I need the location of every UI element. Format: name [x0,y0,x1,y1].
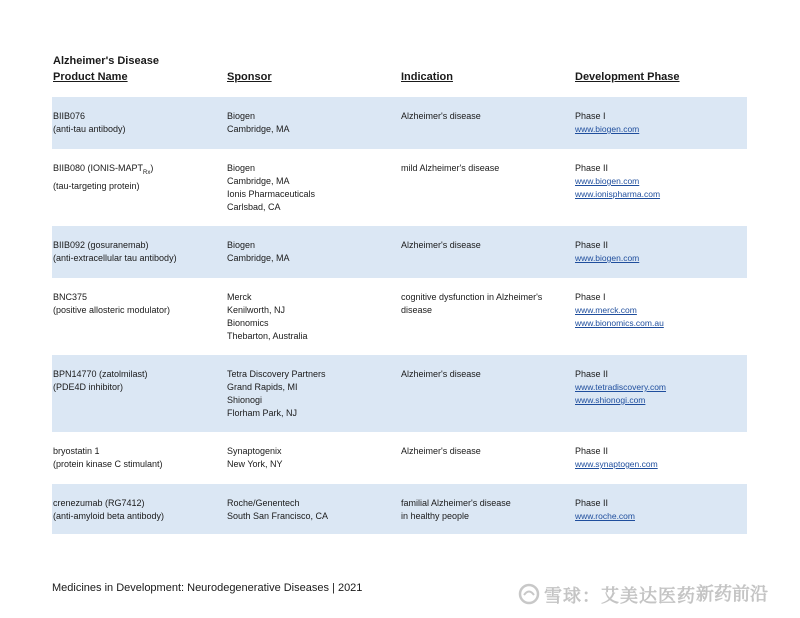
product-description: (tau-targeting protein) [53,180,140,191]
sponsor-cell [227,162,397,214]
indication-text: Alzheimer's disease [401,369,481,379]
product-name: bryostatin 1 [53,446,100,456]
header-development-phase: Development Phase [575,71,680,83]
product-name: crenezumab (RG7412) [53,498,145,508]
sponsor-website-link[interactable]: www.tetradiscovery.com [575,382,667,392]
product-cell [53,110,223,136]
section-title: Alzheimer's Disease [53,55,159,67]
sponsor-website-link[interactable]: www.biogen.com [575,176,640,186]
product-name: BIIB092 (gosuranemab) [53,240,149,250]
indication-cell [401,291,559,317]
table-row [52,278,747,355]
sponsor-website-link[interactable]: www.biogen.com [575,124,640,134]
indication-cell [401,368,571,381]
sponsor-location: Carlsbad, CA [227,202,281,212]
product-cell [53,368,223,394]
snowball-logo-icon [518,583,540,605]
sponsor-location: Cambridge, MA [227,176,290,186]
phase-cell [575,291,745,330]
indication-cell [401,445,571,458]
indication-cell [401,110,571,123]
indication-text: mild Alzheimer's disease [401,163,500,173]
indication-text: cognitive dysfunction in Alzheimer's disease [401,292,543,315]
indication-cell [401,239,571,252]
sponsor-name: Tetra Discovery Partners [227,369,326,379]
phase-label: Phase II [575,369,609,379]
table-row [52,226,747,278]
phase-label: Phase I [575,292,606,302]
product-description: (positive allosteric modulator) [53,305,171,315]
phase-cell [575,368,745,407]
phase-label: Phase II [575,498,609,508]
phase-cell [575,445,745,471]
sponsor-website-link[interactable]: www.ionispharma.com [575,189,661,199]
table-row [52,484,747,534]
product-cell [53,162,223,193]
sponsor-website-link[interactable]: www.merck.com [575,305,637,315]
document-footer: Medicines in Development: Neurodegenerative Diseases | 2021 [52,582,363,594]
sponsor-cell [227,110,397,136]
table-row [52,97,747,149]
sponsor-location: Thebarton, Australia [227,331,308,341]
watermark [518,578,798,608]
product-name: BIIB076 [53,111,86,121]
sponsor-website-link[interactable]: www.bionomics.com.au [575,318,664,328]
sponsor-cell [227,291,397,343]
product-description: (anti-tau antibody) [53,124,126,134]
indication-cell [401,497,571,523]
phase-cell [575,239,745,265]
product-description: (PDE4D inhibitor) [53,382,124,392]
sponsor-name: Biogen [227,111,256,121]
sponsor-cell [227,239,397,265]
phase-label: Phase II [575,446,609,456]
sponsor-location: Florham Park, NJ [227,408,298,418]
sponsor-location: Kenilworth, NJ [227,305,286,315]
product-name: BNC375 [53,292,88,302]
sponsor-location: Cambridge, MA [227,124,290,134]
sponsor-website-link[interactable]: www.biogen.com [575,253,640,263]
table-row [52,149,747,226]
product-cell [53,239,223,265]
sponsor-cell [227,368,397,420]
product-cell [53,497,223,523]
sponsor-name: Biogen [227,240,256,250]
table-row [52,355,747,432]
product-cell [53,445,223,471]
sponsor-location: South San Francisco, CA [227,511,329,521]
phase-label: Phase I [575,111,606,121]
product-description: (anti-extracellular tau antibody) [53,253,177,263]
sponsor-name: Ionis Pharmaceuticals [227,189,316,199]
sponsor-location: New York, NY [227,459,283,469]
sponsor-website-link[interactable]: www.synaptogen.com [575,459,658,469]
indication-text: Alzheimer's disease [401,111,481,121]
product-name: BPN14770 (zatolmilast) [53,369,148,379]
indication-cell [401,162,571,175]
header-indication: Indication [401,71,453,83]
watermark-text: 新药前沿 [696,584,768,604]
product-description: (anti-amyloid beta antibody) [53,511,165,521]
sponsor-cell [227,497,397,523]
product-description: (protein kinase C stimulant) [53,459,163,469]
header-sponsor: Sponsor [227,71,272,83]
sponsor-name: Shionogi [227,395,263,405]
sponsor-website-link[interactable]: www.roche.com [575,511,635,521]
indication-text: Alzheimer's disease [401,446,481,456]
product-cell [53,291,223,317]
sponsor-name: Roche/Genentech [227,498,300,508]
sponsor-name: Merck [227,292,252,302]
sponsor-name: Biogen [227,163,256,173]
product-table [52,97,747,534]
phase-cell [575,110,745,136]
sponsor-location: Grand Rapids, MI [227,382,298,392]
phase-label: Phase II [575,240,609,250]
table-row [52,432,747,484]
phase-label: Phase II [575,163,609,173]
indication-text: familial Alzheimer's disease [401,498,511,508]
sponsor-website-link[interactable]: www.shionogi.com [575,395,646,405]
watermark-text: 雪球：艾美达医药 [544,586,696,606]
product-name: BIIB080 $(IONIS-MAPT_{Rx})$ [53,163,154,176]
indication-text: Alzheimer's disease [401,240,481,250]
sponsor-cell [227,445,397,471]
sponsor-name: Synaptogenix [227,446,282,456]
phase-cell [575,162,745,201]
header-product-name: Product Name [53,71,128,83]
phase-cell [575,497,745,523]
sponsor-location: Cambridge, MA [227,253,290,263]
sponsor-name: Bionomics [227,318,269,328]
indication-text: in healthy people [401,511,470,521]
